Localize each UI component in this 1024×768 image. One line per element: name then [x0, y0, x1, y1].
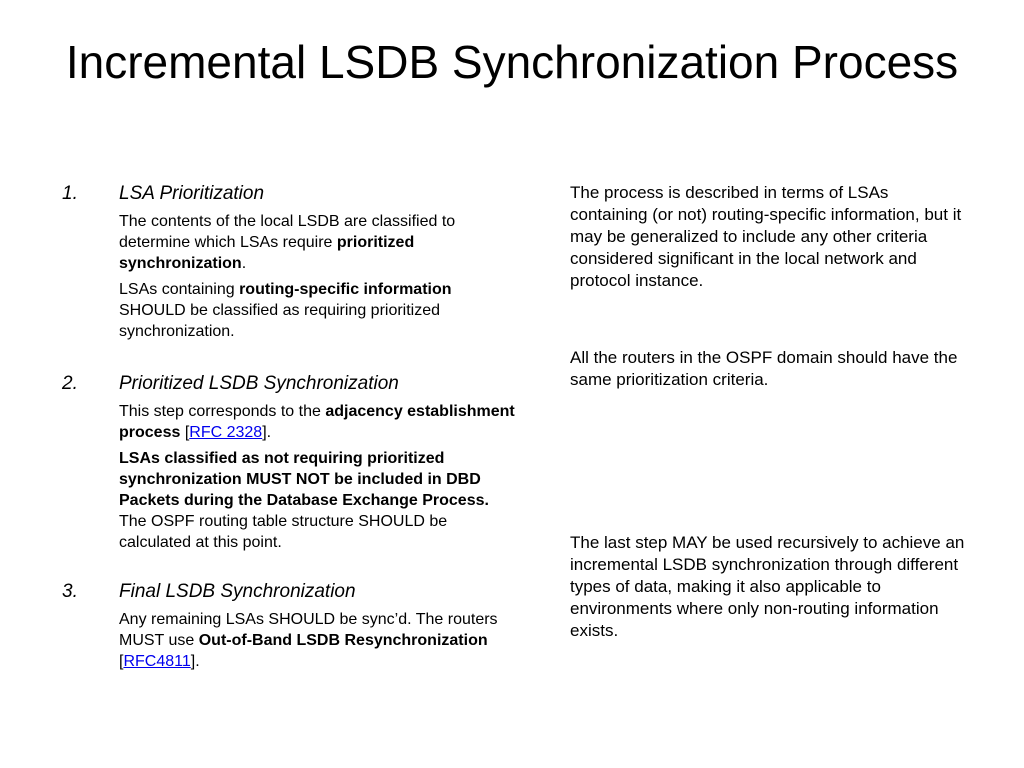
note-recursive-use: The last step MAY be used recursively to achieve an incremental LSDB synchronization through different types of data, making it also applicable to environments where only non-routing information exists. [570, 533, 965, 640]
bold-run: adjacency establishment process [119, 403, 515, 441]
section-paragraph [119, 448, 517, 553]
text-run: [ [119, 653, 124, 670]
rfc-2328-link[interactable]: RFC 2328 [189, 424, 263, 441]
text-run: LSAs containing [119, 281, 240, 298]
section-title: LSA Prioritization [119, 183, 265, 204]
section-number: 3. [62, 581, 78, 602]
section-final-lsdb-synchronization [62, 580, 517, 672]
section-paragraph [119, 401, 517, 443]
section-heading [62, 182, 517, 206]
section-number: 1. [62, 183, 78, 204]
bold-run: LSAs classified as not requiring prioritized synchronization MUST NOT be included in DBD Packets during the Database Exchange Process. [119, 450, 489, 509]
bold-run: routing-specific information [239, 281, 452, 298]
rfc4811-link[interactable]: RFC4811 [123, 653, 191, 670]
text-run: [ [180, 424, 190, 441]
bold-run: prioritized synchronization [119, 234, 415, 272]
text-run: . [241, 255, 247, 272]
section-paragraph [119, 211, 517, 274]
section-heading [62, 580, 517, 604]
section-paragraph [119, 609, 517, 672]
section-number: 2. [62, 373, 78, 394]
note-generalization: The process is described in terms of LSAs containing (or not) routing-specific information, but it may be generalized to include any other criteria considered significant in the local network and protocol instance. [570, 183, 962, 290]
section-title: Prioritized LSDB Synchronization [119, 373, 399, 394]
note-prioritization-criteria: All the routers in the OSPF domain should have the same prioritization criteria. [570, 348, 958, 389]
slide-title: Incremental LSDB Synchronization Process [65, 36, 959, 88]
text-run: ]. [190, 653, 200, 670]
text-run: SHOULD be classified as requiring prioritized synchronization. [119, 302, 441, 340]
bold-run: Out-of-Band LSDB Resynchronization [198, 632, 488, 649]
text-run: This step corresponds to the [119, 403, 326, 420]
text-run: The OSPF routing table structure SHOULD be calculated at this point. [119, 513, 448, 551]
section-lsa-prioritization [62, 182, 517, 342]
section-paragraph [119, 279, 517, 342]
text-run: Any remaining LSAs SHOULD be sync’d. The routers MUST use [119, 611, 498, 649]
text-run: The contents of the local LSDB are classified to determine which LSAs require [119, 213, 456, 251]
section-prioritized-lsdb-synchronization [62, 372, 517, 553]
section-title: Final LSDB Synchronization [119, 581, 356, 602]
section-heading [62, 372, 517, 396]
text-run: ]. [262, 424, 272, 441]
